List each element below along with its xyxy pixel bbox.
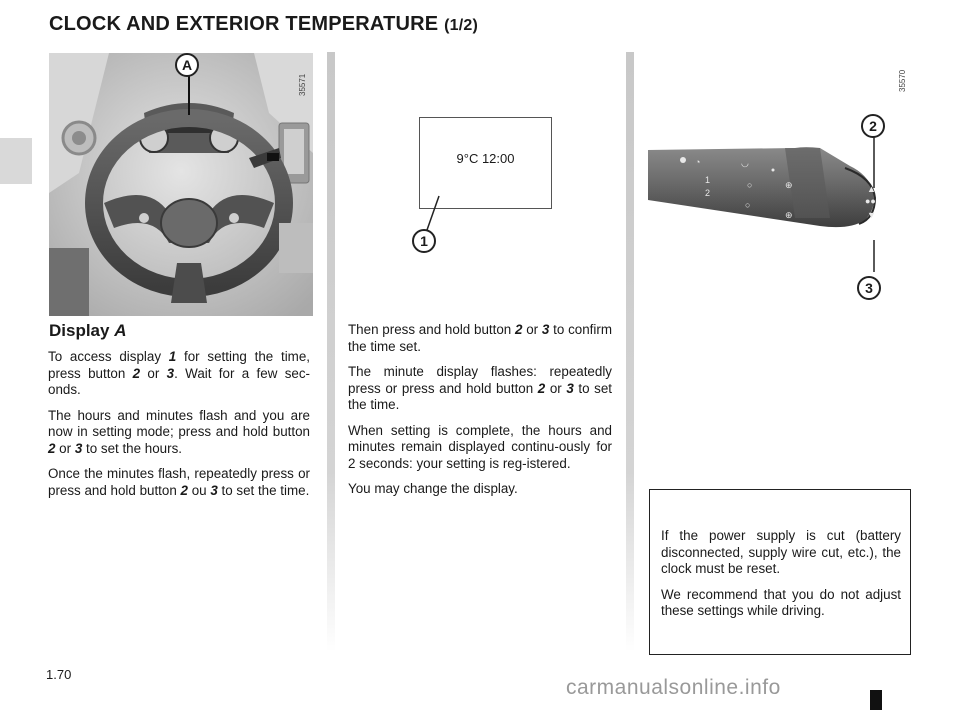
paragraph: When setting is complete, the hours and minutes remain displayed continu-ously for 2 seconds: your setting is reg-istered. — [348, 422, 612, 471]
svg-text:○: ○ — [745, 200, 751, 210]
svg-text:▲: ▲ — [867, 184, 876, 194]
dashboard-photo — [49, 53, 313, 316]
callout-2: 2 — [861, 114, 885, 138]
figure-code-right: 35570 — [898, 69, 907, 92]
svg-text:1: 1 — [705, 175, 711, 185]
paragraph: The hours and minutes flash and you are now in setting mode; press and hold button 2 or 3 to set the hours. — [48, 407, 310, 456]
paragraph: Then press and hold button 2 or 3 to confirm the time set. — [348, 322, 612, 354]
column2-text — [348, 322, 612, 507]
watermark: carmanualsonline.info — [566, 676, 781, 699]
page-title-main: CLOCK AND EXTERIOR TEMPERATURE — [49, 13, 439, 35]
control-stalk-illustration — [645, 138, 885, 238]
svg-text:▼: ▼ — [867, 210, 876, 220]
page-title-sub: (1/2) — [444, 17, 479, 34]
callout-1: 1 — [412, 229, 436, 253]
svg-text:◡: ◡ — [741, 158, 749, 168]
display-readout: 9°C 12:00 — [456, 151, 515, 166]
note-paragraph: If the power supply is cut (battery disconnected, supply wire cut, etc.), the clock must be reset. — [661, 528, 901, 576]
callout-a: A — [175, 53, 199, 77]
column-divider-left — [327, 52, 335, 652]
column1-text — [48, 349, 310, 508]
svg-text:⊕: ⊕ — [785, 210, 793, 220]
section-heading — [49, 321, 126, 341]
page-number: 1.70 — [46, 667, 72, 682]
paragraph: Once the minutes flash, repeatedly press or press and hold button 2 ou 3 to set the time. — [48, 466, 310, 498]
callout-leaders-2-3 — [860, 130, 890, 280]
svg-text:⊕: ⊕ — [785, 180, 793, 190]
note-paragraph: We recommend that you do not adjust these settings while driving. — [661, 586, 901, 618]
callout-3: 3 — [857, 276, 881, 300]
section-tab — [0, 138, 32, 184]
paragraph: The minute display flashes: repeatedly press or press and hold button 2 or 3 to set the time. — [348, 364, 612, 412]
section-heading-letter: A — [114, 321, 127, 340]
column-divider-right — [626, 52, 634, 652]
svg-text:2: 2 — [705, 188, 711, 198]
figure-code-left: 35571 — [298, 73, 307, 96]
svg-text:◔: ◔ — [695, 157, 701, 167]
steering-wheel-illustration — [49, 53, 313, 316]
paragraph: To access display 1 for setting the time, press button 2 or 3. Wait for a few sec-onds. — [48, 349, 310, 397]
note-text — [661, 528, 901, 629]
page-title — [49, 13, 478, 36]
svg-text:●●: ●● — [865, 196, 876, 206]
svg-text:○: ○ — [747, 180, 753, 190]
page-marker — [870, 690, 882, 710]
paragraph: You may change the display. — [348, 481, 518, 496]
section-heading-text: Display — [49, 321, 115, 340]
